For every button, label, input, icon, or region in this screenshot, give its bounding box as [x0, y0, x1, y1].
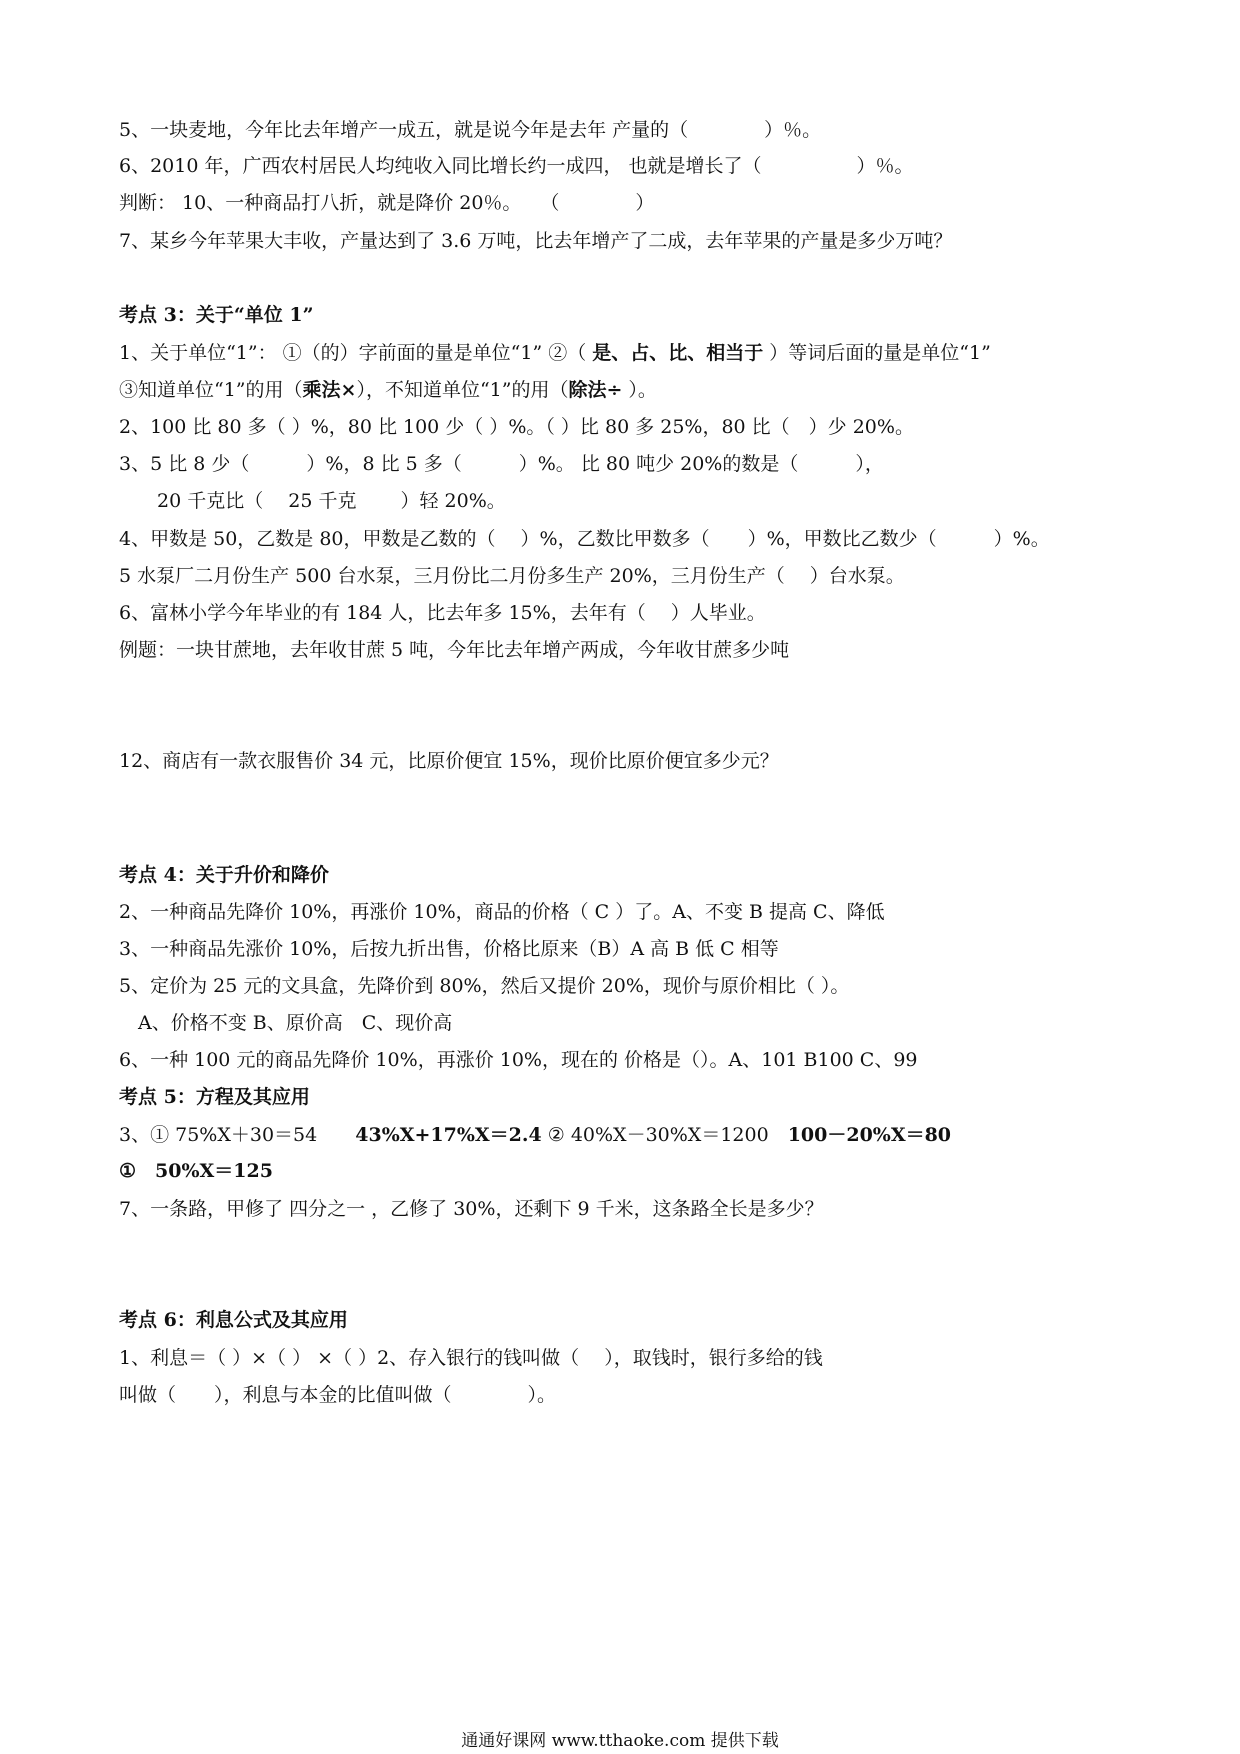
question-line: 5、定价为 25 元的文具盒，先降价到 80%，然后又提价 20%，现价与原价相比（ ）。 [119, 975, 850, 997]
question-line: 2、一种商品先降价 10%，再涨价 10%，商品的价格（ C ）了。A、不变 B 提高 C、降低 [119, 901, 885, 923]
section-heading: 考点 6：利息公式及其应用 [119, 1309, 348, 1331]
question-line: 3、5 比 8 少（ ）%，8 比 5 多（ ）%。 比 80 吨少 20%的数是（ ）， [119, 453, 884, 475]
question-line: 1、利息＝（ ）×（ ） ×（ ）2、存入银行的钱叫做（ ），取钱时，银行多给的钱 [119, 1347, 823, 1369]
question-line: 12、商店有一款衣服售价 34 元，比原价便宜 15%，现价比原价便宜多少元？ [119, 750, 779, 772]
question-line: 4、甲数是 50，乙数是 80，甲数是乙数的（ ）%，乙数比甲数多（ ）%，甲数比乙数少（ ）%。 [119, 528, 1050, 550]
question-line: 2、100 比 80 多（ ）%，80 比 100 少（ ）%。（ ）比 80 多 25%，80 比（ ）少 20%。 [119, 416, 914, 438]
equation-line: ① 50%X＝125 [119, 1160, 273, 1182]
question-line: 6、2010 年，广西农村居民人均纯收入同比增长约一成四， 也就是增长了（ ）％。 [119, 155, 914, 177]
equation-line: 3、① 75%X＋30＝54 43%X+17%X＝2.4 ② 40%X－30%X＝1200 100－20%X＝80 [119, 1124, 952, 1146]
section-heading: 考点 3：关于“单位 1” [119, 304, 314, 326]
question-line: 1、关于单位“1”： ①（的）字前面的量是单位“1” ②（ 是、占、比、相当于 ）等词后面的量是单位“1” [119, 342, 991, 364]
page-footer: 通通好课网 www.tthaoke.com 提供下载 [461, 1731, 779, 1751]
question-line: A、价格不变 B、原价高 C、现价高 [119, 1012, 453, 1034]
question-line: 6、富林小学今年毕业的有 184 人，比去年多 15%，去年有（ ）人毕业。 [119, 602, 766, 624]
question-line: 5、一块麦地，今年比去年增产一成五，就是说今年是去年 产量的（ ）％。 [119, 119, 822, 141]
question-line: 例题：一块甘蔗地，去年收甘蔗 5 吨，今年比去年增产两成，今年收甘蔗多少吨 [119, 639, 790, 661]
question-line: 7、一条路，甲修了 四分之一 ，乙修了 30%，还剩下 9 千米，这条路全长是多少？ [119, 1198, 824, 1220]
question-line: 3、一种商品先涨价 10%，后按九折出售，价格比原来（B）A 高 B 低 C 相等 [119, 938, 779, 960]
question-line: 7、某乡今年苹果大丰收，产量达到了 3.6 万吨，比去年增产了二成，去年苹果的产量是多少万吨？ [119, 230, 953, 252]
question-line: 叫做（ ），利息与本金的比值叫做（ ）。 [119, 1384, 557, 1406]
section-heading: 考点 5：方程及其应用 [119, 1086, 310, 1108]
question-line: ③知道单位“1”的用（乘法×），不知道单位“1”的用（除法÷ ）。 [119, 379, 657, 401]
question-line: 20 千克比（ 25 千克 ）轻 20%。 [119, 490, 506, 512]
question-line: 5 水泵厂二月份生产 500 台水泵，三月份比二月份多生产 20%，三月份生产（ ）台水泵。 [119, 565, 905, 587]
question-line: 6、一种 100 元的商品先降价 10%，再涨价 10%，现在的 价格是（）。A、101 B100 C、99 [119, 1049, 918, 1071]
question-line: 判断： 10、一种商品打八折，就是降价 20％。 （ ） [119, 192, 655, 214]
section-heading: 考点 4：关于升价和降价 [119, 864, 329, 886]
